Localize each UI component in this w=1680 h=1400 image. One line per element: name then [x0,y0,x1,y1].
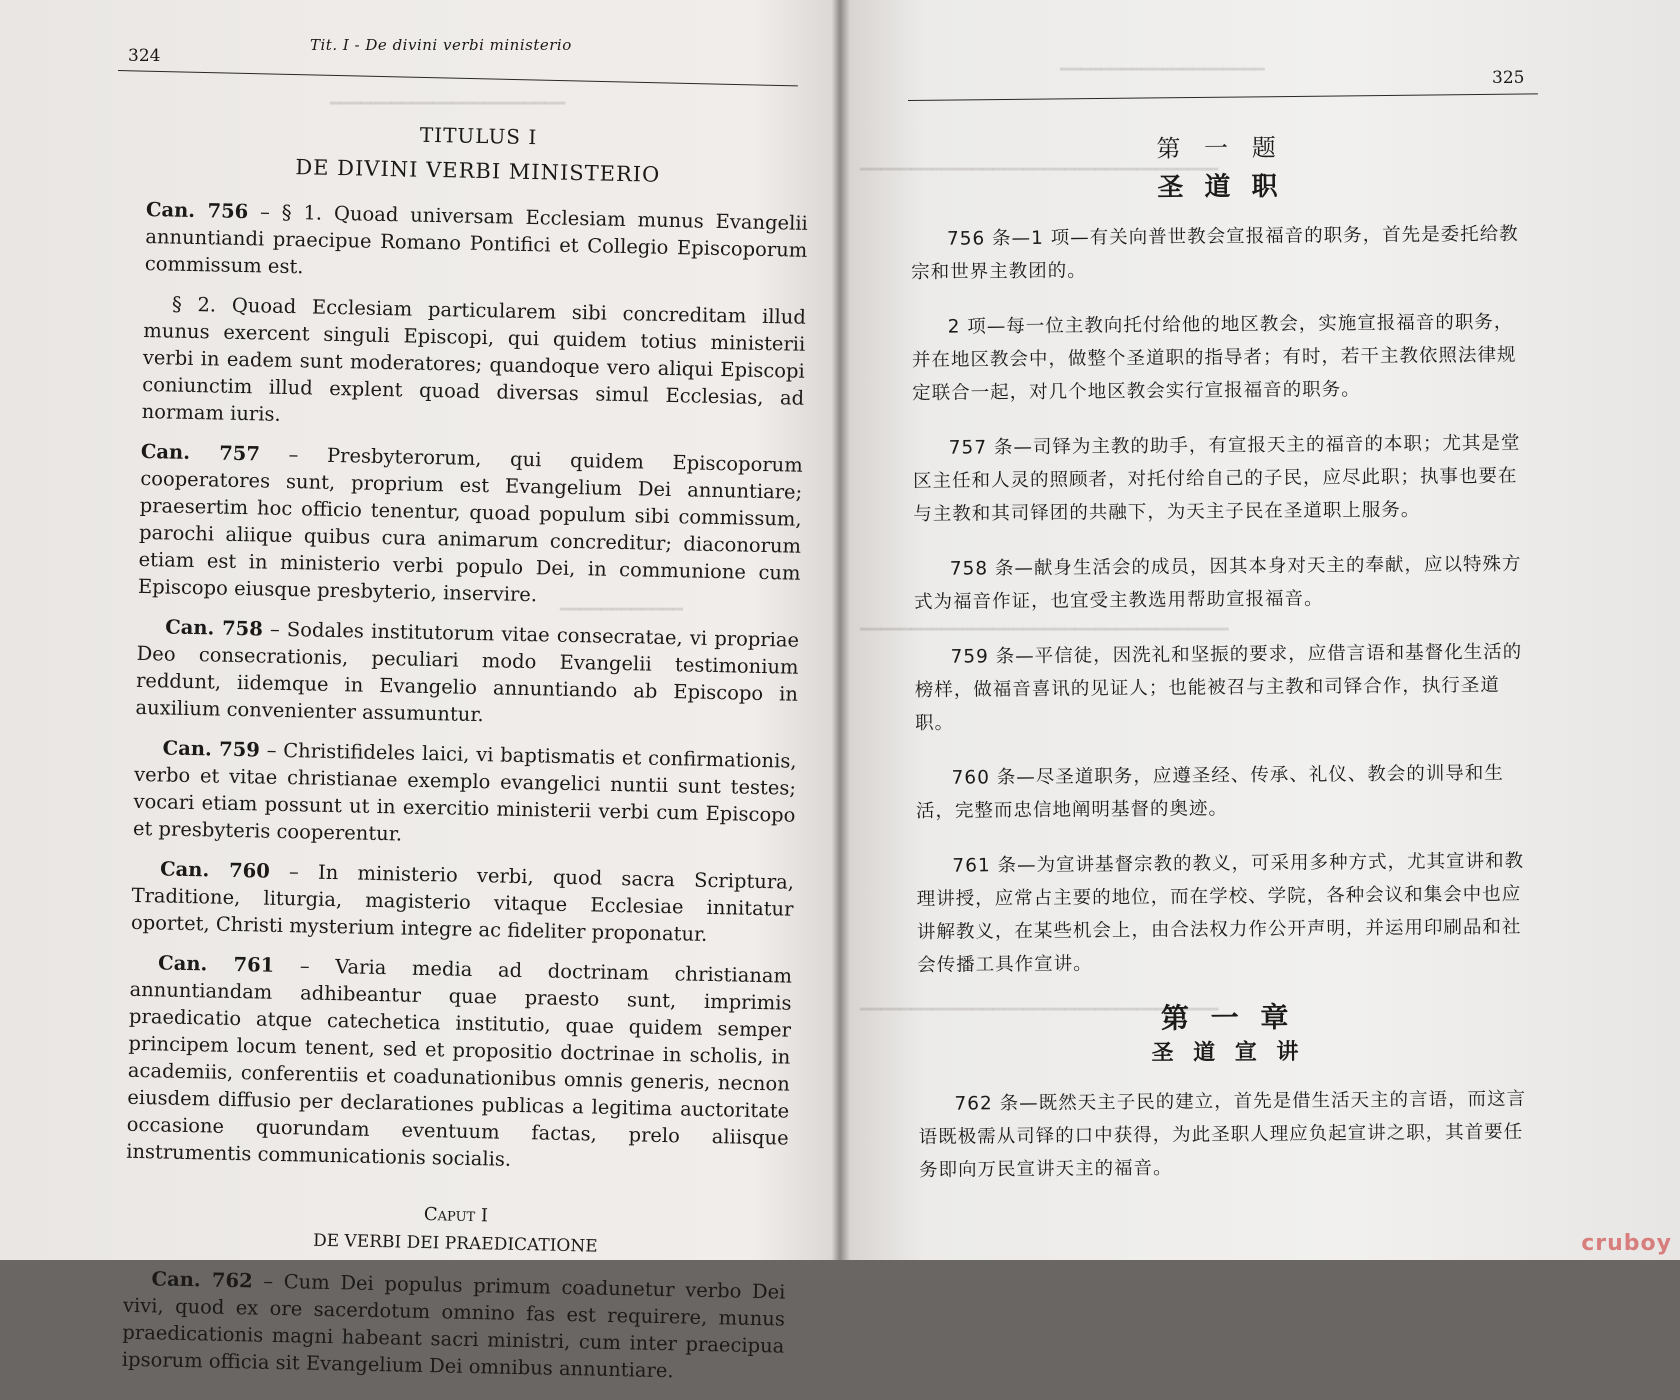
chapter-subheading: 圣 道 宣 讲 [1151,1039,1305,1066]
bleed-through-text: ━━━━━━━━━━━━━━━━━━━━━━━━━━━━━━━━━━━━ [860,620,1229,640]
right-page [860,0,1680,1260]
title-chinese: 第 一 题 [1156,133,1284,163]
title-titulus: TITULUS I [419,122,538,150]
subtitle-chinese: 圣 道 职 [1157,171,1284,203]
chapter-heading: 第 一 章 [1160,1000,1295,1035]
paragraph-757: 757 条—司铎为主教的助手，有宣报天主的福音的本职；尤其是堂区主任和人灵的照顾者，对托付给自己的子民，应尽此职；执事也要在与主教和其司铎团的共融下，为天主子民在圣道职上服务。 [912,432,1521,525]
canon-761: Can. 761 – Varia media ad doctrinam christianam annuntiandam adhibeantur quae praesto sunt, imprimis praedicatio atque catechetica institutio, quae quidem semper principem locum tenent, sed et propositio doctrinae in scholis, in academiis, conferentiis et coadunationibus omnis generis, necnon eiusdem diffusio per declarationes publicas a legitima auctoritate occasione quorundam eventuum factas, prelo aliisque instrumentis communicationis socialis. [125,951,793,1171]
canon-756-2: § 2. Quoad Ecclesiam particularem sibi concreditam illud munus exercent singuli Episcopi, qui quidem totius ministerii verbi in eadem sunt moderatores; quandoque vero aliqui Episcopi coniunctim illud explent quoad diversas simul Ecclesias, ad normam iuris. [141,292,807,426]
bleed-through-text: ━━━━━━━━━━━━━━━━━━━━━━━━━━━━━━━━━━━ [860,1000,1219,1020]
canon-756-1: Can. 756 – § 1. Quoad universam Ecclesiam munus Evangelii annuntiandi praecipue Romano Pontifici et Collegio Episcoporum commissum est. [144,197,809,279]
bleed-through-text: ━━━━━━━━━━━━ [560,600,683,620]
paragraph-760: 760 条—尽圣道职务，应遵圣经、传承、礼仪、教会的训导和生活，完整而忠信地阐明基督的奥迹。 [915,762,1504,822]
paragraph-756-1: 756 条—1 项—有关向普世教会宣报福音的职务，首先是委托给教宗和世界主教团的。 [911,223,1519,283]
paragraph-759: 759 条—平信徒，因洗礼和坚振的要求，应借言语和基督化生活的榜样，做福音喜讯的见证人；也能被召与主教和司铎合作，执行圣道职。 [914,641,1523,734]
header-rule [118,70,798,86]
header-rule [908,93,1538,101]
running-header: Tit. I - De divini verbi ministerio [310,36,572,54]
left-page [0,0,830,1383]
paragraph-758: 758 条—献身生活会的成员，因其本身对天主的奉献，应以特殊方式为福音作证，也宜受主教选用帮助宣报福音。 [913,553,1522,613]
caput-subheading: DE VERBI DEI PRAEDICATIONE [312,1230,598,1257]
chinese-text-column [910,130,1539,1209]
bleed-through-text: ━━━━━━━━━━━━━━━━━━━━━━━━━━━━━━━━━━━ [860,160,1219,180]
canon-762: Can. 762 – Cum Dei populus primum coadunetur verbo Dei vivi, quod ex ore sacerdotum omnino fas est requirere, munus praedicationis magni habeant sacri ministri, cum inter praecipua ipsorum officia sit Evangelium Dei omnibus annuntiare. [121,1267,786,1383]
canon-757: Can. 757 – Presbyterorum, qui quidem Episcoporum cooperatores sunt, proprium est Evangelium Dei annuntiare; praesertim hoc officio tenentur, quoad populum sibi commissum, parochi aliique quibus cura animarum concreditur; diaconorum etiam est in ministerio verbi populo Dei, in communione cum Episcopo eiusque presbyterio, inservire. [137,439,803,607]
watermark: cruboy [1581,1231,1672,1256]
paragraph-761: 761 条—为宣讲基督宗教的教义，可采用多种方式，尤其宣讲和教理讲授，应常占主要的地位，而在学校、学院，各种会议和集会中也应讲解教义，在某些机会上，由合法权力作公开声明，并运用印刷品和社会传播工具作宣讲。 [916,850,1525,976]
title-subtitle: DE DIVINI VERBI MINISTERIO [295,155,661,187]
page-number-right: 325 [1492,68,1525,88]
page-number-left: 324 [128,46,161,66]
bleed-through-text: ━━━━━━━━━━━━━━━━━━━━━━━ [330,94,566,114]
bleed-through-text: ━━━━━━━━━━━━━━━━━━━━ [1060,60,1265,80]
canon-758: Can. 758 – Sodales institutorum vitae consecratae, vi propriae Deo consecrationis, peculiari modo Evangelii testimonium reddunt, iidemque in Evangelio annuntiando ab Episcopo in auxilium convenienter assumuntur. [135,615,800,727]
caput-heading: Caput I [423,1204,489,1227]
canon-760: Can. 760 – In ministerio verbi, quod sacra Scriptura, Traditione, liturgia, magisterio vitaque Ecclesiae innitatur oportet, Christi mysterium integre ac fideliter proponatur. [130,857,795,946]
canon-759: Can. 759 – Christifideles laici, vi baptismatis et confirmationis, verbo et vitae christianae exemplo evangelici nuntii sunt testes; vocari etiam possunt ut in exercitio ministerii verbi cum Episcopo et presbyteris cooperentur. [132,736,797,846]
latin-text-column [121,112,810,1400]
paragraph-756-2: 2 项—每一位主教向托付给他的地区教会，实施宣报福音的职务，并在地区教会中，做整个圣道职的指导者；有时，若干主教依照法律规定联合一起，对几个地区教会实行宣报福音的职务。 [911,311,1517,404]
paragraph-762: 762 条—既然天主子民的建立，首先是借生活天主的言语，而这言语既极需从司铎的口中获得，为此圣职人理应负起宣讲之职，其首要任务即向万民宣讲天主的福音。 [918,1088,1527,1181]
